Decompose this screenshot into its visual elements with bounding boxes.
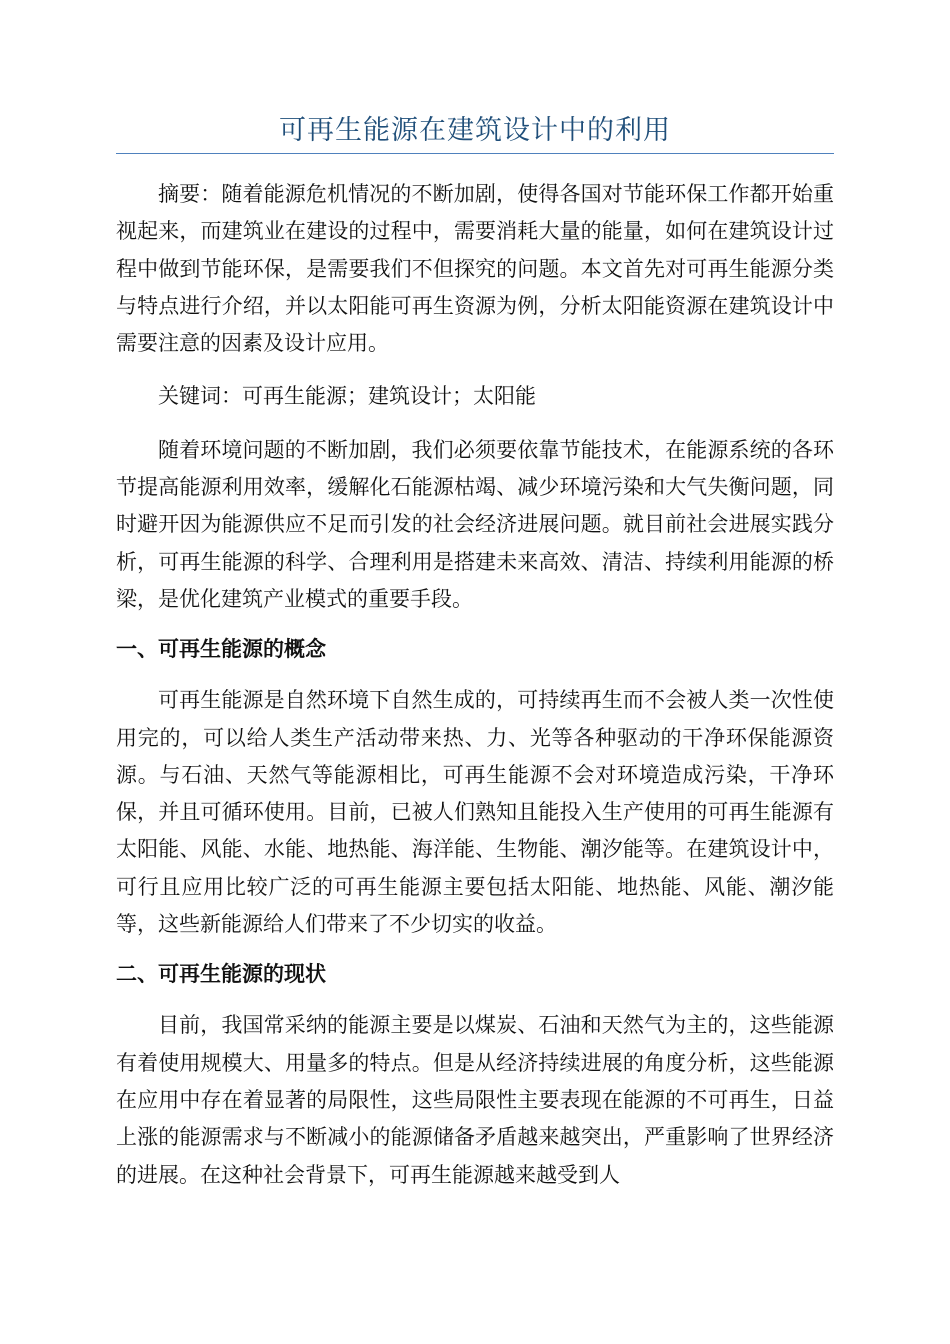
title-underline (116, 153, 834, 154)
abstract-paragraph: 摘要：随着能源危机情况的不断加剧，使得各国对节能环保工作都开始重视起来，而建筑业在建设的过程中，需要消耗大量的能量，如何在建筑设计过程中做到节能环保，是需要我们不但探究的问题。本文首先对可再生能源分类与特点进行介绍，并以太阳能可再生资源为例，分析太阳能资源在建筑设计中需要注意的因素及设计应用。 (116, 182, 834, 356)
section-2-heading: 二、可再生能源的现状 (116, 962, 326, 987)
section-1-paragraph: 可再生能源是自然环境下自然生成的，可持续再生而不会被人类一次性使用完的，可以给人类生产活动带来热、力、光等各种驱动的干净环保能源资源。与石油、天然气等能源相比，可再生能源不会对环境造成污染，干净环保，并且可循环使用。目前，已被人们熟知且能投入生产使用的可再生能源有太阳能、风能、水能、地热能、海洋能、生物能、潮汐能等。在建筑设计中，可行且应用比较广泛的可再生能源主要包括太阳能、地热能、风能、潮汐能等，这些新能源给人们带来了不少切实的收益。 (116, 688, 834, 937)
document-body (116, 176, 834, 1210)
section-2-paragraph: 目前，我国常采纳的能源主要是以煤炭、石油和天然气为主的，这些能源有着使用规模大、用量多的特点。但是从经济持续进展的角度分析，这些能源在应用中存在着显著的局限性，这些局限性主要表现在能源的不可再生，日益上涨的能源需求与不断减小的能源储备矛盾越来越突出，严重影响了世界经济的进展。在这种社会背景下，可再生能源越来越受到人 (116, 1013, 834, 1187)
intro-paragraph: 随着环境问题的不断加剧，我们必须要依靠节能技术，在能源系统的各环节提高能源利用效率，缓解化石能源枯竭、减少环境污染和大气失衡问题，同时避开因为能源供应不足而引发的社会经济进展问题。就目前社会进展实践分析，可再生能源的科学、合理利用是搭建未来高效、清洁、持续利用能源的桥梁，是优化建筑产业模式的重要手段。 (116, 437, 834, 611)
document-title: 可再生能源在建筑设计中的利用 (279, 115, 671, 146)
keywords-paragraph: 关键词：可再生能源；建筑设计；太阳能 (158, 384, 536, 409)
section-1-heading: 一、可再生能源的概念 (116, 637, 326, 662)
